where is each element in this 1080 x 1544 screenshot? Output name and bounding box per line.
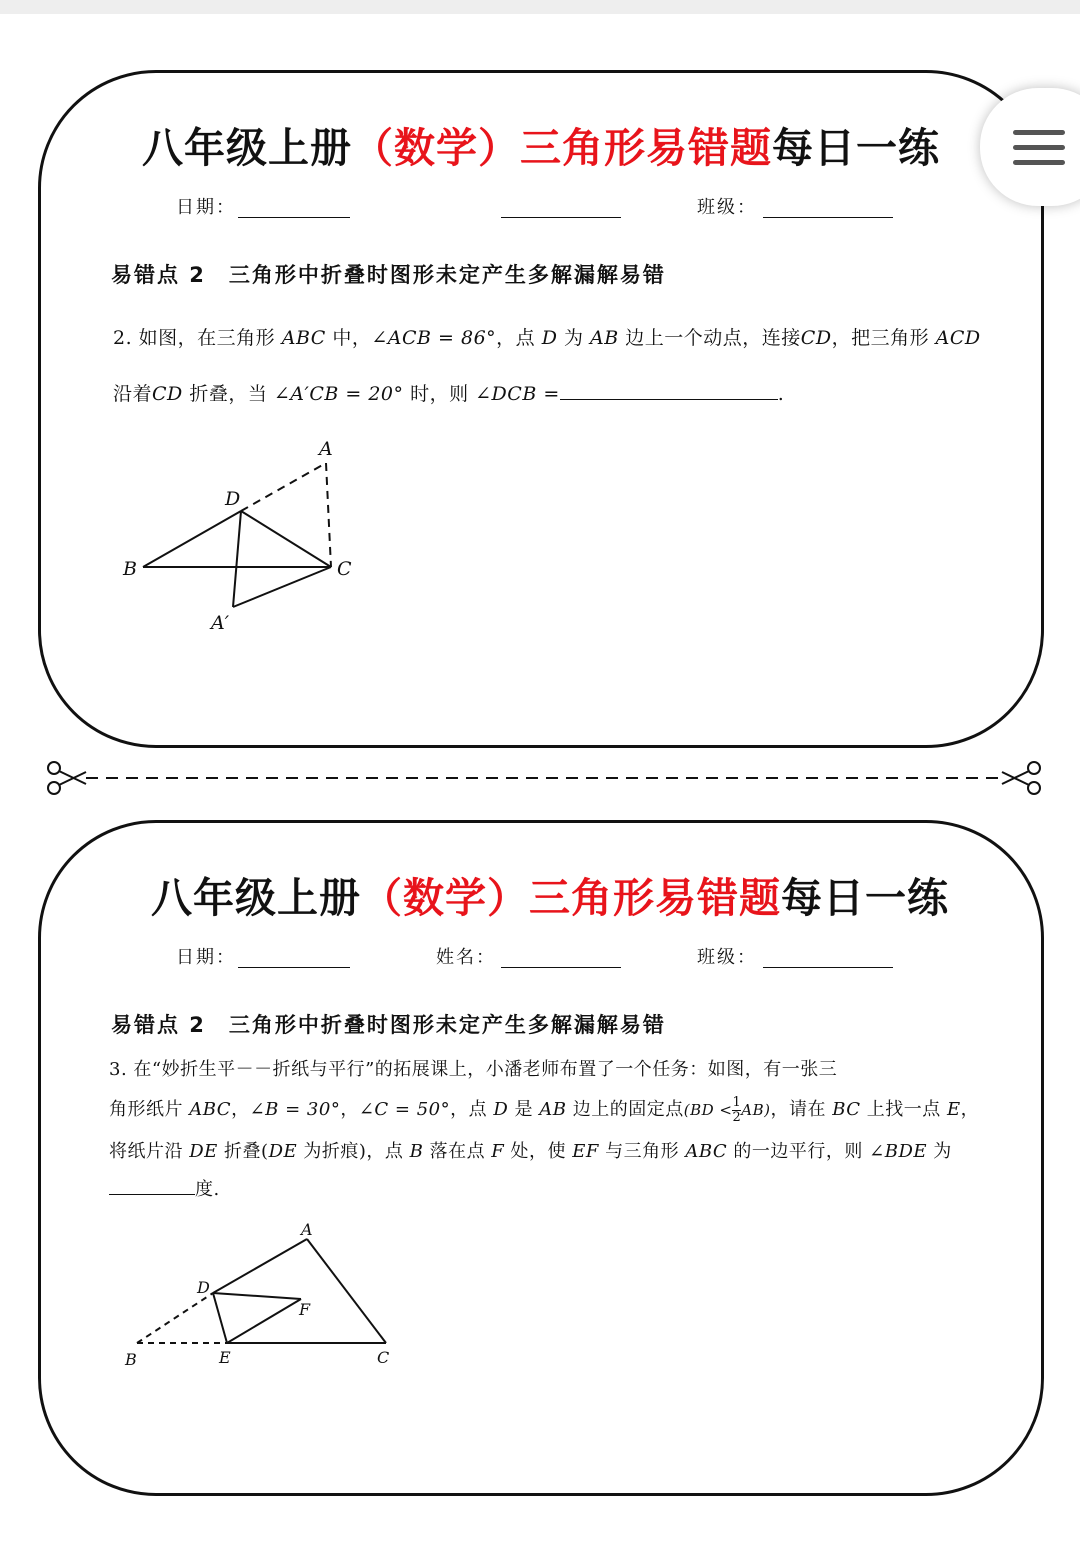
- label-A: A: [301, 1220, 313, 1239]
- math-run: ∠DCB =: [475, 383, 560, 405]
- math-run: CD: [800, 327, 832, 349]
- cut-line: [44, 760, 1044, 796]
- label-B: B: [125, 1350, 137, 1369]
- meta-row: [41, 941, 1041, 975]
- text-run: 将纸片沿: [109, 1141, 190, 1162]
- text-run: 边上的固定点: [566, 1099, 684, 1120]
- text-run: 边上一个动点，连接: [618, 327, 801, 349]
- title-suffix: 每日一练: [772, 124, 940, 172]
- class-blank: [763, 217, 893, 218]
- label-E: E: [219, 1348, 231, 1367]
- menu-bar: [1013, 130, 1065, 135]
- label-A: A: [319, 438, 333, 460]
- math-run: EF: [572, 1141, 599, 1162]
- label-C: C: [337, 558, 352, 580]
- text-run: 中，: [325, 327, 372, 349]
- dashed-BD: [137, 1293, 213, 1343]
- date-label: 日期：: [176, 197, 236, 218]
- title-highlight: （数学）三角形易错题: [352, 124, 772, 172]
- math-run: ∠C = 50°: [358, 1099, 451, 1120]
- math-run: ∠ACB = 86°: [371, 327, 497, 349]
- label-D: D: [197, 1278, 210, 1297]
- title-prefix: 八年级上册: [142, 124, 352, 172]
- title-highlight: （数学）三角形易错题: [361, 874, 781, 922]
- segment-AC: [307, 1239, 386, 1343]
- text-run: 处，使: [504, 1141, 573, 1162]
- label-C: C: [377, 1348, 390, 1367]
- fold-figure-1: [101, 433, 381, 647]
- math-run: F: [491, 1141, 505, 1162]
- text-run: ，点: [496, 327, 542, 349]
- class-blank: [763, 967, 893, 968]
- math-run: B: [409, 1141, 424, 1162]
- text-run: ，: [231, 1099, 250, 1120]
- math-run: ABC: [281, 327, 326, 349]
- math-run: DE: [268, 1141, 298, 1162]
- math-run: ∠B = 30°: [249, 1099, 341, 1120]
- meta-row: [41, 191, 1041, 225]
- text-run: ，点: [450, 1099, 494, 1120]
- scissors-icon-right: [1002, 762, 1040, 794]
- text-run: 是: [508, 1099, 540, 1120]
- text-run: 时，则: [403, 383, 476, 405]
- text-run: 角形纸片: [109, 1099, 190, 1120]
- fraction-one-half: [732, 1096, 741, 1125]
- question-2-line-1: [113, 323, 981, 350]
- date-label: 日期：: [176, 947, 236, 968]
- fraction-numerator: 1: [732, 1094, 742, 1110]
- fraction-denominator: 2: [732, 1109, 742, 1125]
- label-A-prime: A′: [211, 612, 230, 634]
- label-B: B: [123, 558, 137, 580]
- math-run: (BD <: [683, 1101, 733, 1119]
- segment-DE: [213, 1293, 227, 1343]
- label-D: D: [225, 488, 241, 510]
- text-run: 沿着: [113, 383, 153, 405]
- text-run: 为折痕)，点: [297, 1141, 410, 1162]
- top-status-strip: [0, 0, 1080, 14]
- math-run: ACD: [935, 327, 981, 349]
- math-run: DE: [189, 1141, 218, 1162]
- text-run: ，把三角形: [831, 327, 936, 349]
- date-blank: [238, 967, 350, 968]
- math-run: AB: [590, 327, 619, 349]
- name-label: 姓名：: [436, 947, 496, 968]
- segment-DA-prime: [233, 511, 241, 607]
- question-2-line-2: [113, 379, 784, 406]
- question-3-line-2: [109, 1095, 979, 1125]
- text-run: 为: [927, 1141, 952, 1162]
- text-run: 上找一点: [860, 1099, 947, 1120]
- segment-DF: [213, 1293, 301, 1299]
- text-run: ，请在: [770, 1099, 833, 1120]
- exercise-card-2: [38, 820, 1044, 1496]
- math-run: CD: [152, 383, 183, 405]
- error-point-heading: 易错点 2 三角形中折叠时图形未定产生多解漏解易错: [111, 1013, 666, 1037]
- math-run: ABC: [189, 1099, 232, 1120]
- text-run: 2. 如图，在三角形: [113, 327, 282, 349]
- card-title: [41, 115, 1041, 174]
- class-label: 班级：: [697, 197, 757, 218]
- date-blank: [238, 217, 350, 218]
- segment-EF: [227, 1299, 301, 1343]
- math-run: D: [541, 327, 558, 349]
- text-run: 度.: [195, 1179, 220, 1200]
- math-run: AB: [539, 1099, 567, 1120]
- segment-DC: [241, 511, 331, 567]
- title-suffix: 每日一练: [781, 874, 949, 922]
- segment-BD: [143, 511, 241, 567]
- math-run: ∠BDE: [869, 1141, 928, 1162]
- question-3-line-1: 3. 在“妙折生平－－折纸与平行”的拓展课上，小潘老师布置了一个任务：如图，有一张三: [109, 1059, 838, 1080]
- math-run: ABC: [685, 1141, 728, 1162]
- dashed-DA: [241, 463, 326, 511]
- text-run: 折叠(: [217, 1141, 269, 1162]
- text-run: 折叠，当: [182, 383, 274, 405]
- fold-figure-2: [111, 1219, 411, 1383]
- text-run: .: [777, 383, 785, 405]
- math-run: E: [947, 1099, 961, 1120]
- error-point-heading: 易错点 2 三角形中折叠时图形未定产生多解漏解易错: [111, 263, 666, 287]
- label-F: F: [299, 1300, 311, 1319]
- text-run: ，: [960, 1099, 980, 1120]
- name-blank: [501, 217, 621, 218]
- card-title: [59, 865, 1041, 924]
- exercise-card-1: [38, 70, 1044, 748]
- question-3-line-4: [109, 1175, 220, 1201]
- dashed-AC: [326, 463, 331, 567]
- menu-bar: [1013, 145, 1065, 150]
- math-run: ∠A′CB = 20°: [273, 383, 404, 405]
- text-run: ，: [340, 1099, 359, 1120]
- math-run: BC: [832, 1099, 861, 1120]
- class-label: 班级：: [697, 947, 757, 968]
- math-run: AB): [741, 1101, 771, 1119]
- scissors-icon-left: [48, 762, 86, 794]
- text-run: 落在点: [423, 1141, 492, 1162]
- segment-DA: [213, 1239, 307, 1293]
- title-prefix: 八年级上册: [151, 874, 361, 922]
- text-run: 的一边平行，则: [727, 1141, 870, 1162]
- name-blank: [501, 967, 621, 968]
- text-run: 与三角形: [598, 1141, 686, 1162]
- answer-blank: [560, 381, 778, 400]
- segment-A-prime-C: [233, 567, 331, 607]
- math-run: D: [493, 1099, 509, 1120]
- text-run: 为: [557, 327, 591, 349]
- question-3-line-3: [109, 1137, 952, 1163]
- menu-bar: [1013, 160, 1065, 165]
- answer-blank: [109, 1176, 195, 1195]
